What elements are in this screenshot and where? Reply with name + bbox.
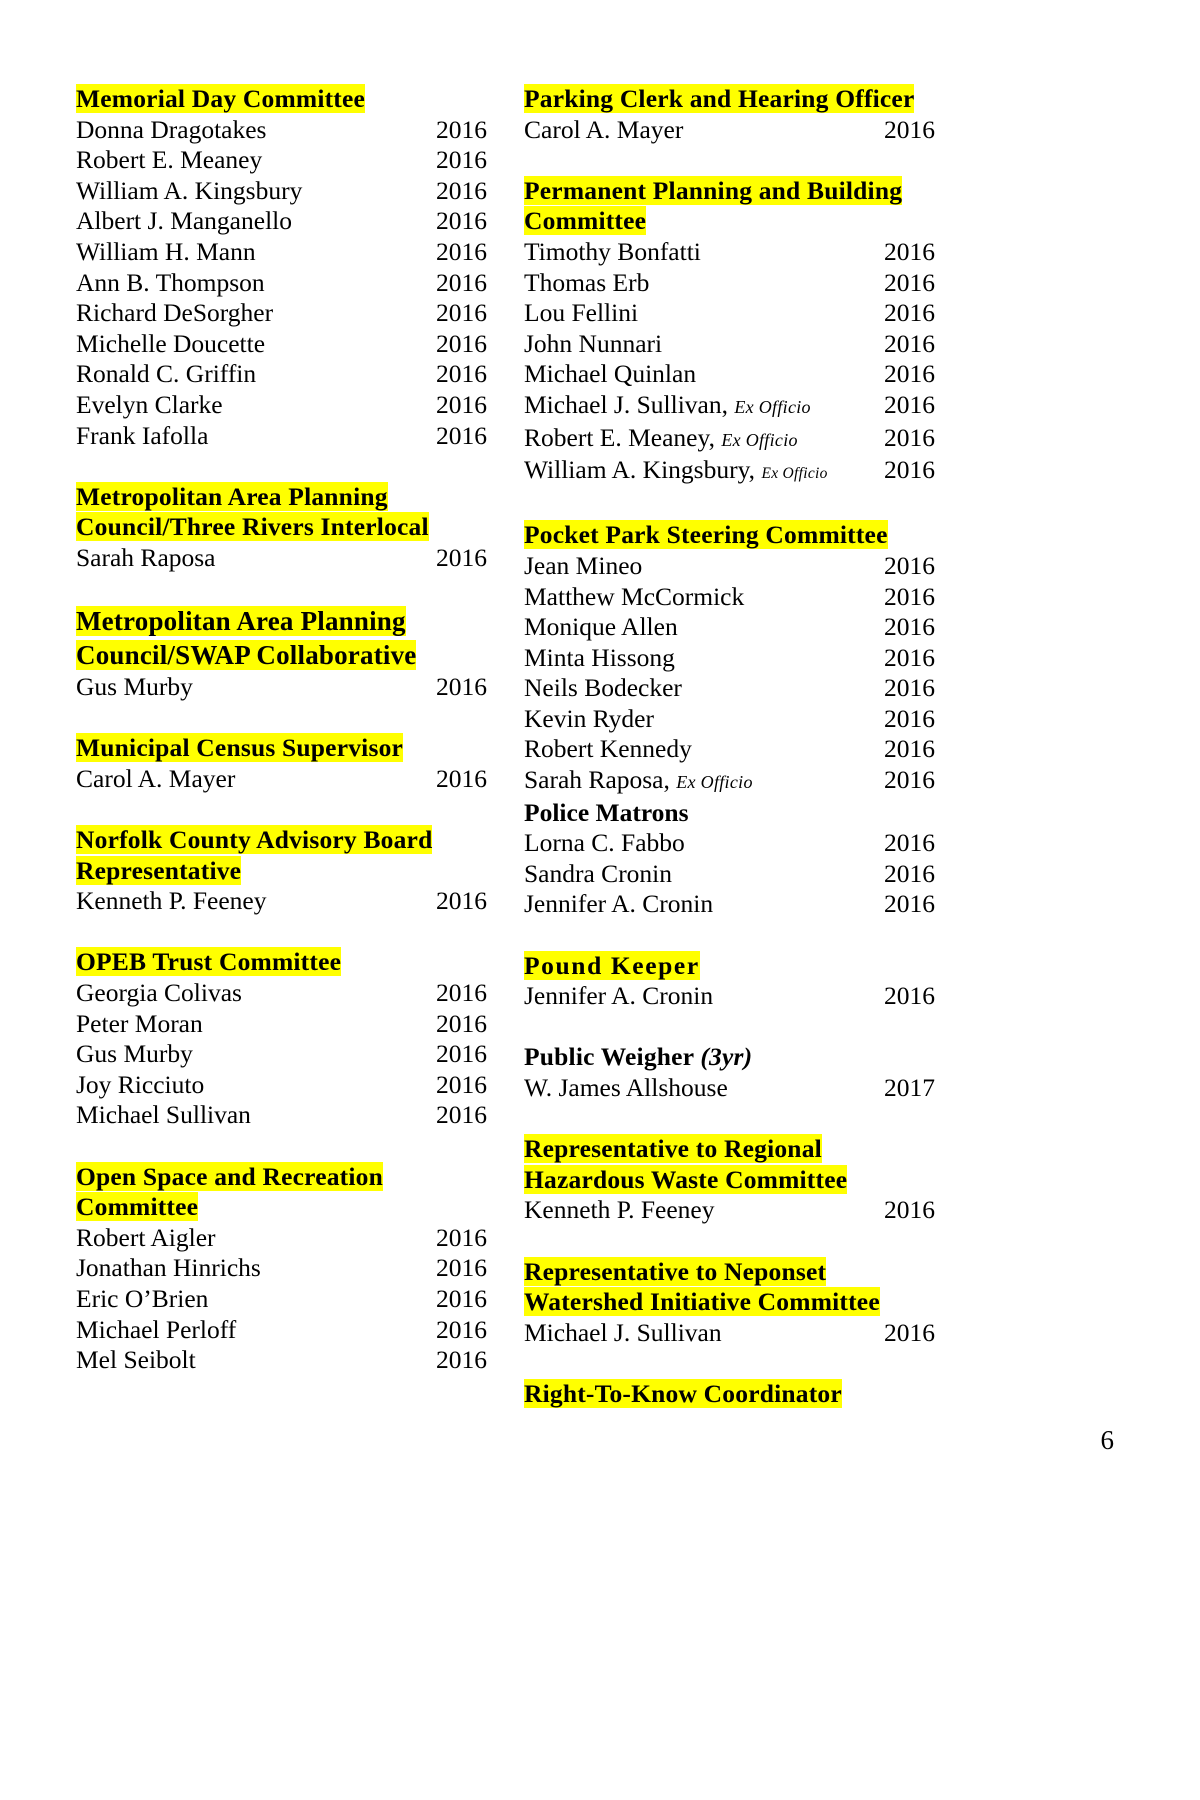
member-name: Mel Seibolt xyxy=(76,1345,196,1375)
member-name: Kenneth P. Feeney xyxy=(76,886,267,916)
section-heading xyxy=(524,1287,1200,1318)
section-opeb-trust-committee xyxy=(76,947,487,1131)
member-name: Jean Mineo xyxy=(524,550,643,580)
member-name: William A. Kingsbury xyxy=(76,175,303,205)
member-row xyxy=(524,455,1200,490)
section-heading xyxy=(76,512,462,543)
section-spacer xyxy=(76,794,462,825)
member-year: 2016 xyxy=(884,1317,935,1347)
member-row xyxy=(524,859,1200,890)
member-row xyxy=(524,298,1200,329)
member-year: 2016 xyxy=(884,734,935,764)
section-heading xyxy=(524,1379,1200,1410)
section-heading xyxy=(76,1162,462,1193)
member-row xyxy=(524,423,1200,456)
section-heading-line-1: Permanent Planning and Building xyxy=(524,175,903,205)
member-row xyxy=(524,268,1200,299)
member-name-with-role xyxy=(524,455,884,490)
member-name: Sarah Raposa xyxy=(76,542,216,572)
member-year: 2016 xyxy=(884,765,935,795)
member-row xyxy=(524,734,1200,765)
member-name: Jonathan Hinrichs xyxy=(76,1253,261,1283)
member-name: Robert Aigler xyxy=(76,1222,216,1252)
member-name: William H. Mann xyxy=(76,236,256,266)
section-heading xyxy=(524,84,1200,115)
section-public-weigher xyxy=(524,1042,1200,1103)
section-heading-text: Municipal Census Supervisor xyxy=(76,733,404,763)
member-row xyxy=(76,978,487,1009)
member-name: Carol A. Mayer xyxy=(76,763,236,793)
member-name: Kenneth P. Feeney xyxy=(524,1195,715,1225)
member-row xyxy=(76,1345,487,1376)
section-norfolk-county-advisory-board-representative xyxy=(76,825,487,917)
section-heading xyxy=(524,1042,1200,1073)
section-heading-line-1: Representative to Regional xyxy=(524,1134,822,1164)
member-name: Lou Fellini xyxy=(524,298,639,328)
section-heading xyxy=(524,520,1200,551)
member-row xyxy=(524,704,1200,735)
section-memorial-day-committee xyxy=(76,84,487,451)
member-row xyxy=(76,763,487,795)
member-year: 2016 xyxy=(436,978,487,1008)
section-heading xyxy=(76,856,462,887)
section-heading xyxy=(76,733,462,764)
section-heading xyxy=(76,1192,462,1223)
section-heading-line-2: Hazardous Waste Committee xyxy=(524,1164,848,1194)
member-name: Michael Sullivan xyxy=(76,1100,251,1130)
member-row xyxy=(524,673,1200,704)
member-year: 2016 xyxy=(436,886,487,916)
section-heading-line-1: Metropolitan Area Planning xyxy=(76,481,388,511)
member-year: 2016 xyxy=(884,612,935,642)
member-row xyxy=(524,390,1200,423)
member-year: 2016 xyxy=(436,298,487,328)
section-heading xyxy=(524,951,1200,982)
member-year: 2016 xyxy=(436,389,487,419)
member-year: 2016 xyxy=(884,389,935,419)
section-heading-line-1: Open Space and Recreation xyxy=(76,1161,383,1191)
member-name: Michael Quinlan xyxy=(524,359,697,389)
member-year: 2016 xyxy=(884,673,935,703)
member-year: 2016 xyxy=(436,145,487,175)
section-spacer xyxy=(524,1012,1200,1043)
member-name: Neils Bodecker xyxy=(524,673,682,703)
section-heading xyxy=(524,206,1200,237)
member-name: Sarah Raposa, xyxy=(524,765,670,795)
member-row xyxy=(524,115,1200,146)
section-heading-text: Memorial Day Committee xyxy=(76,84,366,113)
member-row xyxy=(76,236,487,268)
section-spacer xyxy=(76,703,462,734)
section-pocket-park-steering-committee xyxy=(524,520,1200,797)
member-year: 2016 xyxy=(436,1039,487,1069)
member-name: Jennifer A. Cronin xyxy=(524,889,714,919)
section-permanent-planning-and-building-committee xyxy=(524,176,1200,490)
member-row xyxy=(524,329,1200,360)
section-mapc-three-rivers-interlocal xyxy=(76,481,487,574)
member-year: 2016 xyxy=(436,1314,487,1344)
member-row xyxy=(76,328,487,360)
member-year: 2016 xyxy=(436,359,487,389)
member-year: 2016 xyxy=(436,236,487,266)
member-year: 2016 xyxy=(436,763,487,793)
left-column xyxy=(0,84,487,1376)
section-representative-regional-hazardous-waste-committee xyxy=(524,1134,1200,1226)
section-police-matrons xyxy=(524,798,1200,920)
member-row xyxy=(524,582,1200,613)
section-spacer xyxy=(524,1348,1200,1379)
member-name: Georgia Colivas xyxy=(76,978,242,1008)
section-spacer xyxy=(524,1226,1200,1257)
section-heading xyxy=(524,1257,1200,1288)
member-name: Ann B. Thompson xyxy=(76,267,265,297)
member-row xyxy=(524,643,1200,674)
member-name: Jennifer A. Cronin xyxy=(524,981,714,1011)
member-year: 2016 xyxy=(884,328,935,358)
member-year: 2016 xyxy=(884,828,935,858)
member-row xyxy=(524,981,1200,1012)
member-year: 2016 xyxy=(884,642,935,672)
member-name: Richard DeSorgher xyxy=(76,298,274,328)
member-row xyxy=(524,1318,1200,1349)
section-heading xyxy=(76,825,462,856)
member-name: Monique Allen xyxy=(524,612,678,642)
section-spacer xyxy=(524,145,1200,176)
member-row xyxy=(76,1283,487,1315)
section-heading-text: Right-To-Know Coordinator xyxy=(524,1378,842,1408)
section-heading-text: Public Weigher xyxy=(524,1042,694,1072)
member-year: 2016 xyxy=(436,1345,487,1375)
member-name: Gus Murby xyxy=(76,672,193,702)
section-heading xyxy=(524,1165,1200,1196)
member-year: 2016 xyxy=(884,455,935,485)
member-year: 2016 xyxy=(436,114,487,144)
member-row xyxy=(76,1100,487,1131)
member-name: Lorna C. Fabbo xyxy=(524,828,685,858)
member-name: Michael J. Sullivan, xyxy=(524,389,728,419)
member-year: 2016 xyxy=(884,889,935,919)
member-row xyxy=(524,237,1200,268)
right-column xyxy=(462,84,1200,1410)
member-row xyxy=(524,889,1200,920)
member-year: 2016 xyxy=(884,422,935,452)
section-right-to-know-coordinator xyxy=(524,1379,1200,1410)
member-year: 2016 xyxy=(884,267,935,297)
member-name: Ronald C. Griffin xyxy=(76,359,257,389)
section-heading-line-1: Norfolk County Advisory Board xyxy=(76,825,433,855)
member-year: 2016 xyxy=(436,1283,487,1313)
member-year: 2017 xyxy=(884,1073,935,1102)
member-name: Eric O’Brien xyxy=(76,1283,209,1313)
section-heading-line-2: Committee xyxy=(524,206,647,236)
member-year: 2016 xyxy=(436,420,487,450)
section-heading xyxy=(76,84,462,115)
member-row xyxy=(76,1222,487,1254)
section-spacer xyxy=(524,920,1200,951)
member-name: Donna Dragotakes xyxy=(76,114,267,144)
member-row xyxy=(76,672,487,703)
section-heading-text: Parking Clerk and Hearing Officer xyxy=(524,84,915,113)
member-name: John Nunnari xyxy=(524,328,663,358)
two-column-body xyxy=(0,84,1200,1410)
ex-officio-label: Ex Officio xyxy=(734,396,811,417)
member-row xyxy=(76,1314,487,1346)
member-year: 2016 xyxy=(436,672,487,702)
member-year: 2016 xyxy=(884,981,935,1011)
member-row xyxy=(76,145,487,176)
section-spacer xyxy=(524,1104,1200,1135)
section-parking-clerk-and-hearing-officer xyxy=(524,84,1200,145)
member-row xyxy=(524,359,1200,390)
ex-officio-label: Ex Officio xyxy=(721,429,798,450)
section-spacer xyxy=(76,574,462,605)
member-row xyxy=(76,298,487,329)
section-heading-line-1: Representative to Neponset xyxy=(524,1256,827,1286)
member-year: 2016 xyxy=(436,1253,487,1283)
section-spacer xyxy=(76,1131,462,1162)
member-name: Frank Iafolla xyxy=(76,420,209,450)
section-representative-neponset-watershed-initiative-committee xyxy=(524,1257,1200,1349)
member-name: Robert Kennedy xyxy=(524,734,692,764)
section-spacer xyxy=(76,451,462,482)
section-heading-line-2: Council/SWAP Collaborative xyxy=(76,640,417,671)
member-name: Sandra Cronin xyxy=(524,858,673,888)
member-name-with-role xyxy=(524,390,884,423)
section-mapc-swap-collaborative xyxy=(76,604,487,703)
member-name: Joy Ricciuto xyxy=(76,1069,205,1099)
member-name: Kevin Ryder xyxy=(524,703,654,733)
member-name: W. James Allshouse xyxy=(524,1073,728,1102)
section-pound-keeper xyxy=(524,951,1200,1012)
member-row xyxy=(76,886,487,917)
member-name-with-role xyxy=(524,423,884,456)
page-number: 6 xyxy=(1100,1425,1114,1455)
section-spacer xyxy=(76,917,462,948)
member-year: 2016 xyxy=(436,206,487,236)
ex-officio-label: Ex Officio xyxy=(676,772,753,793)
section-heading-text: Pocket Park Steering Committee xyxy=(524,520,888,550)
member-row xyxy=(76,1008,487,1040)
section-heading xyxy=(76,482,462,513)
member-year: 2016 xyxy=(436,1100,487,1130)
member-year: 2016 xyxy=(884,858,935,888)
member-year: 2016 xyxy=(884,114,935,144)
member-year: 2016 xyxy=(884,236,935,266)
member-name: Evelyn Clarke xyxy=(76,389,223,419)
section-heading xyxy=(76,947,462,978)
member-year: 2016 xyxy=(436,1069,487,1099)
member-year: 2016 xyxy=(436,175,487,205)
section-municipal-census-supervisor xyxy=(76,733,487,794)
member-row xyxy=(76,1039,487,1070)
member-row xyxy=(76,206,487,237)
member-row xyxy=(76,114,487,146)
section-heading-term: (3yr) xyxy=(700,1042,753,1072)
member-row xyxy=(76,359,487,390)
member-row xyxy=(76,175,487,207)
member-row xyxy=(76,420,487,452)
member-row xyxy=(524,765,1200,798)
section-heading-line-1: Metropolitan Area Planning xyxy=(76,606,406,637)
section-heading-text: Pound Keeper xyxy=(524,950,700,980)
member-row xyxy=(76,1253,487,1284)
member-row xyxy=(76,1069,487,1101)
section-heading xyxy=(76,638,462,672)
member-year: 2016 xyxy=(436,267,487,297)
member-row xyxy=(524,551,1200,582)
section-heading-line-2: Watershed Initiative Committee xyxy=(524,1287,880,1317)
member-year: 2016 xyxy=(884,703,935,733)
member-year: 2016 xyxy=(884,298,935,328)
member-name: Carol A. Mayer xyxy=(524,114,684,144)
section-heading xyxy=(524,1134,1200,1165)
member-year: 2016 xyxy=(436,328,487,358)
member-name-with-role xyxy=(524,765,884,798)
section-heading-line-2: Council/Three Rivers Interlocal xyxy=(76,512,429,542)
section-heading: Police Matrons xyxy=(524,797,689,827)
member-row xyxy=(76,542,487,574)
section-spacer xyxy=(524,490,1200,521)
ex-officio-label: Ex Officio xyxy=(761,465,828,483)
member-name: Albert J. Manganello xyxy=(76,206,292,236)
member-name: William A. Kingsbury, xyxy=(524,455,756,485)
member-year: 2016 xyxy=(884,550,935,580)
member-name: Minta Hissong xyxy=(524,642,675,672)
member-name: Robert E. Meaney, xyxy=(524,422,715,452)
member-year: 2016 xyxy=(884,359,935,389)
section-heading xyxy=(76,604,462,638)
member-row xyxy=(524,828,1200,859)
section-heading xyxy=(524,176,1200,207)
member-name: Michelle Doucette xyxy=(76,328,266,358)
member-name: Michael J. Sullivan xyxy=(524,1317,722,1347)
member-year: 2016 xyxy=(436,542,487,572)
member-name: Peter Moran xyxy=(76,1008,203,1038)
section-heading-line-2: Representative xyxy=(76,855,242,885)
member-row xyxy=(76,267,487,299)
member-row xyxy=(524,1195,1200,1226)
member-year: 2016 xyxy=(884,581,935,611)
member-name: Gus Murby xyxy=(76,1039,193,1069)
member-name: Michael Perloff xyxy=(76,1314,237,1344)
member-name: Timothy Bonfatti xyxy=(524,236,701,266)
member-year: 2016 xyxy=(436,1008,487,1038)
member-row xyxy=(524,1073,1200,1104)
section-heading-text: OPEB Trust Committee xyxy=(76,947,342,977)
member-row xyxy=(76,389,487,421)
section-heading-line-2: Committee xyxy=(76,1192,199,1222)
member-name: Robert E. Meaney xyxy=(76,145,263,175)
member-year: 2016 xyxy=(436,1222,487,1252)
section-open-space-and-recreation-committee xyxy=(76,1161,487,1376)
member-name: Thomas Erb xyxy=(524,267,650,297)
member-name: Matthew McCormick xyxy=(524,581,745,611)
member-year: 2016 xyxy=(884,1195,935,1225)
member-row xyxy=(524,612,1200,643)
